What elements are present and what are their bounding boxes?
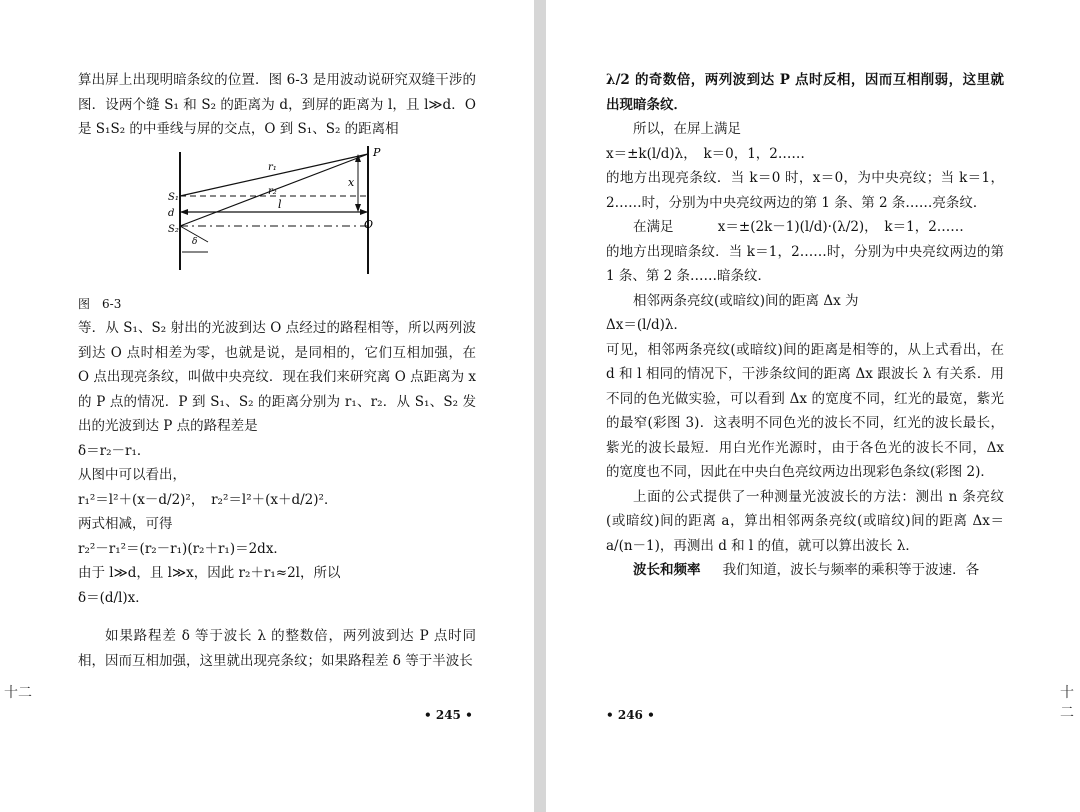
left-paragraph-6: 如果路程差 δ 等于波长 λ 的整数倍，两列波到达 P 点时同相，因而互相加强，这里就出现亮条纹；如果路程差 δ 等于半波长 bbox=[78, 628, 476, 669]
equation-difference: r₂²－r₁²＝(r₂－r₁)(r₂＋r₁)＝2dx． bbox=[78, 540, 287, 557]
right-text-column bbox=[606, 68, 1004, 583]
label-d: d bbox=[168, 207, 175, 219]
right-paragraph-1: λ/2 的奇数倍，两列波到达 P 点时反相，因而互相削弱，这里就出现暗条纹． bbox=[606, 72, 1004, 113]
left-page bbox=[0, 0, 534, 812]
double-slit-diagram bbox=[168, 142, 398, 282]
page-number-left: • 245 • bbox=[424, 708, 473, 722]
equation-r-squared: r₁²＝l²＋(x－d/2)²， r₂²＝l²＋(x＋d/2)²． bbox=[78, 491, 338, 508]
page-number-right: • 246 • bbox=[606, 708, 655, 722]
margin-mark-right: 十二 bbox=[1060, 685, 1074, 721]
book-gutter bbox=[534, 0, 546, 812]
label-P: P bbox=[373, 145, 381, 159]
right-page bbox=[546, 0, 1080, 812]
left-paragraph-4: 两式相减，可得 bbox=[78, 516, 173, 532]
equation-bright-fringe: x＝±k(l/d)λ， k＝0，1，2…… bbox=[606, 145, 805, 162]
label-r1: r₁ bbox=[268, 161, 277, 173]
label-S1: S₁ bbox=[168, 191, 179, 203]
right-paragraph-9: 我们知道，波长与频率的乘积等于波速．各 bbox=[722, 562, 980, 578]
left-paragraph-2: 等．从 S₁、S₂ 射出的光波到达 O 点经过的路程相等，所以两列波到达 O 点时相差为零，也就是说，是同相的，它们互相加强，在 O 点出现亮条纹，叫做中央亮纹．现在我们来研究离 O 点距离为 x 的 P 点的情况．P 到 S₁、S₂ 的距离分别为 r₁、r₂．从 S₁、S₂ 发出的光波到达 P 点的路程差是 bbox=[78, 320, 476, 434]
right-paragraph-2: 所以，在屏上满足 bbox=[633, 121, 741, 137]
right-paragraph-4-label: 在满足 bbox=[633, 219, 674, 235]
equation-delta-result: δ＝(d/l)x． bbox=[78, 589, 149, 606]
right-paragraph-3: 的地方出现亮条纹．当 k＝0 时，x＝0，为中央亮纹；当 k＝1，2……时，分别为中央亮纹两边的第 1 条、第 2 条……亮条纹． bbox=[606, 170, 1004, 211]
label-delta: δ bbox=[192, 236, 198, 247]
figure-6-3 bbox=[78, 142, 476, 292]
right-paragraph-8: 上面的公式提供了一种测量光波波长的方法：测出 n 条亮纹(或暗纹)间的距离 a，算出相邻两条亮纹(或暗纹)间的距离 Δx＝a/(n－1)，再测出 d 和 l 的值，就可以算出波长 λ． bbox=[606, 488, 1004, 554]
right-paragraph-5: 的地方出现暗条纹．当 k＝1，2……时，分别为中央亮纹两边的第 1 条、第 2 条……暗条纹． bbox=[606, 243, 1004, 284]
left-text-column bbox=[78, 68, 476, 673]
right-paragraph-7: 可见，相邻两条亮纹(或暗纹)间的距离是相等的，从上式看出，在 d 和 l 相同的情况下，干涉条纹间的距离 Δx 跟波长 λ 有关系．用不同的色光做实验，可以看到 Δx 的宽度不同，红光的最宽，紫光的最窄(彩图 3)．这表明不同色光的波长不同，红光的波长最长，紫光的波长最短．用白光作光源时，由于各色光的波长不同，Δx 的宽度也不同，因此在中央白色亮纹两边出现彩色条纹(彩图 2)． bbox=[606, 341, 1004, 480]
margin-mark-left: 十二 bbox=[4, 685, 32, 701]
section-heading-wavelength-frequency: 波长和频率 bbox=[633, 562, 701, 578]
label-O: O bbox=[364, 217, 374, 231]
label-S2: S₂ bbox=[168, 223, 179, 235]
left-paragraph-5: 由于 l≫d，且 l≫x，因此 r₂＋r₁≈2l，所以 bbox=[78, 565, 341, 581]
right-paragraph-6: 相邻两条亮纹(或暗纹)间的距离 Δx 为 bbox=[633, 292, 859, 309]
label-l: l bbox=[278, 197, 282, 211]
equation-fringe-spacing: Δx＝(l/d)λ． bbox=[606, 317, 687, 333]
equation-delta-definition: δ＝r₂－r₁． bbox=[78, 442, 151, 459]
left-paragraph-1: 算出屏上出现明暗条纹的位置．图 6-3 是用波动说研究双缝干涉的图．设两个缝 S₁ 和 S₂ 的距离为 d，到屏的距离为 l，且 l≫d．O 是 S₁S₂ 的中垂线与屏的交点，O 到 S₁、S₂ 的距离相 bbox=[78, 72, 476, 137]
label-x: x bbox=[348, 175, 355, 189]
left-paragraph-3: 从图中可以看出， bbox=[78, 467, 186, 483]
label-r2: r₂ bbox=[268, 185, 277, 197]
equation-dark-fringe: x＝±(2k－1)(l/d)·(λ/2)， k＝1，2…… bbox=[717, 219, 964, 235]
figure-caption: 图 6-3 bbox=[78, 296, 122, 311]
